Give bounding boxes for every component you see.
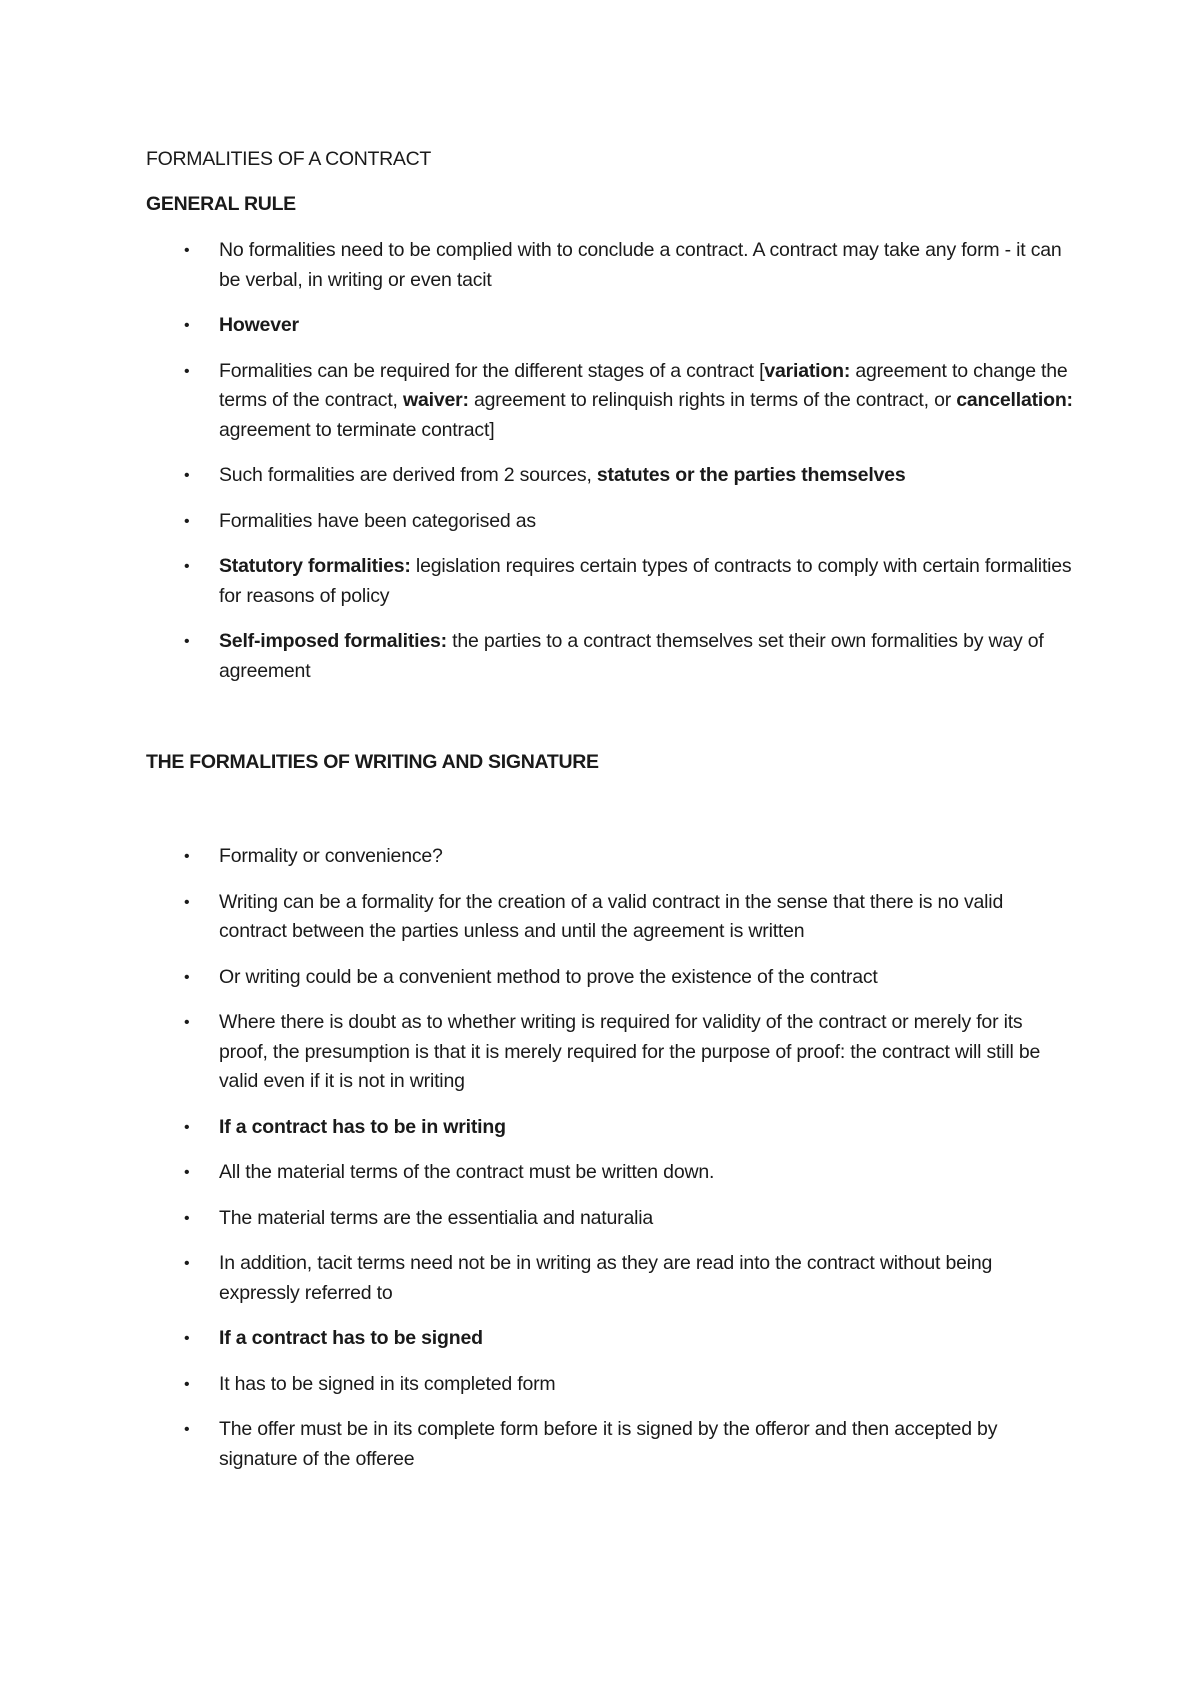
bold-text: variation: xyxy=(764,359,851,382)
bullet-icon: • xyxy=(184,1164,190,1181)
bullet-icon: • xyxy=(184,1375,190,1393)
bullet-icon: • xyxy=(184,558,190,575)
general-rule-list xyxy=(146,236,1076,702)
bold-text: cancellation: xyxy=(956,389,1073,411)
item-text: Formality or convenience? xyxy=(219,845,443,867)
item-text: agreement to terminate contract] xyxy=(219,418,495,441)
list-item xyxy=(146,236,1076,295)
list-item xyxy=(146,1204,1076,1234)
list-item xyxy=(146,1415,1076,1474)
list-item xyxy=(146,888,1076,947)
item-text: Where there is doubt as to whether writing is required for validity of the contract or merely for its proof, the presumption is that it is merely required for the purpose of proof: the contract will still be valid even if it is not in writing xyxy=(219,1011,1041,1092)
bullet-icon: • xyxy=(184,633,190,650)
bullet-icon: • xyxy=(184,893,190,911)
bold-text: If a contract has to be signed xyxy=(219,1327,483,1349)
list-item xyxy=(146,552,1076,611)
bullet-icon: • xyxy=(184,362,190,380)
bullet-icon: • xyxy=(184,968,190,986)
section-heading-writing-signature: THE FORMALITIES OF WRITING AND SIGNATURE xyxy=(146,751,599,773)
list-item xyxy=(146,1370,1076,1400)
list-item xyxy=(146,1158,1076,1188)
item-text: In addition, tacit terms need not be in writing as they are read into the contract without being expressly referred to xyxy=(219,1252,993,1304)
list-item xyxy=(146,357,1076,446)
list-item xyxy=(146,1113,1076,1143)
bold-text: Statutory formalities: xyxy=(219,555,411,577)
item-text: agreement to relinquish rights in terms of the contract, or xyxy=(468,389,957,411)
bullet-icon: • xyxy=(184,1421,190,1438)
list-item xyxy=(146,507,1076,537)
list-item xyxy=(146,963,1076,993)
bullet-icon: • xyxy=(184,317,190,334)
list-item xyxy=(146,1008,1076,1097)
document-title: FORMALITIES OF A CONTRACT xyxy=(146,148,432,170)
bullet-icon: • xyxy=(184,1118,190,1136)
item-text: Formalities have been categorised as xyxy=(219,509,536,532)
item-text: It has to be signed in its completed form xyxy=(219,1372,556,1395)
bold-text: waiver: xyxy=(402,389,469,411)
bullet-icon: • xyxy=(184,1209,190,1227)
item-text: The material terms are the essentialia and naturalia xyxy=(219,1206,653,1229)
item-text: Such formalities are derived from 2 sources, xyxy=(219,464,597,486)
item-text: No formalities need to be complied with to conclude a contract. A contract may take any form - it can be verbal, in writing or even tacit xyxy=(219,239,1062,291)
bullet-icon: • xyxy=(184,1255,190,1272)
item-text: the parties to a contract themselves set their own formalities by way of agreement xyxy=(219,630,1044,682)
list-item xyxy=(146,311,1076,341)
list-item xyxy=(146,1249,1076,1308)
item-text: Formalities can be required for the different stages of a contract [ xyxy=(219,359,765,382)
bold-text: statutes or the parties themselves xyxy=(596,464,906,486)
list-item xyxy=(146,1324,1076,1354)
item-text: The offer must be in its complete form before it is signed by the offeror and then accepted by signature of the offeree xyxy=(219,1418,998,1470)
list-item xyxy=(146,627,1076,686)
item-text: Or writing could be a convenient method to prove the existence of the contract xyxy=(219,965,878,988)
list-item xyxy=(146,461,1076,491)
bold-text: If a contract has to be in writing xyxy=(219,1115,506,1138)
writing-signature-list xyxy=(146,842,1076,1490)
bullet-icon: • xyxy=(184,1330,190,1347)
bold-text: However xyxy=(219,314,299,336)
bullet-icon: • xyxy=(184,1014,190,1031)
bullet-icon: • xyxy=(184,467,190,484)
bullet-icon: • xyxy=(184,512,190,530)
item-text: agreement to change the terms of the contract, xyxy=(219,359,1068,411)
bullet-icon: • xyxy=(184,848,190,865)
bold-text: Self-imposed formalities: xyxy=(219,630,447,652)
list-item xyxy=(146,842,1076,872)
item-text: All the material terms of the contract must be written down. xyxy=(219,1161,715,1183)
section-heading-general-rule: GENERAL RULE xyxy=(146,193,296,215)
bullet-icon: • xyxy=(184,242,190,259)
item-text: legislation requires certain types of contracts to comply with certain formalities for reasons of policy xyxy=(219,555,1072,607)
item-text: Writing can be a formality for the creation of a valid contract in the sense that there is no valid contract between the parties unless and until the agreement is written xyxy=(219,890,1004,942)
